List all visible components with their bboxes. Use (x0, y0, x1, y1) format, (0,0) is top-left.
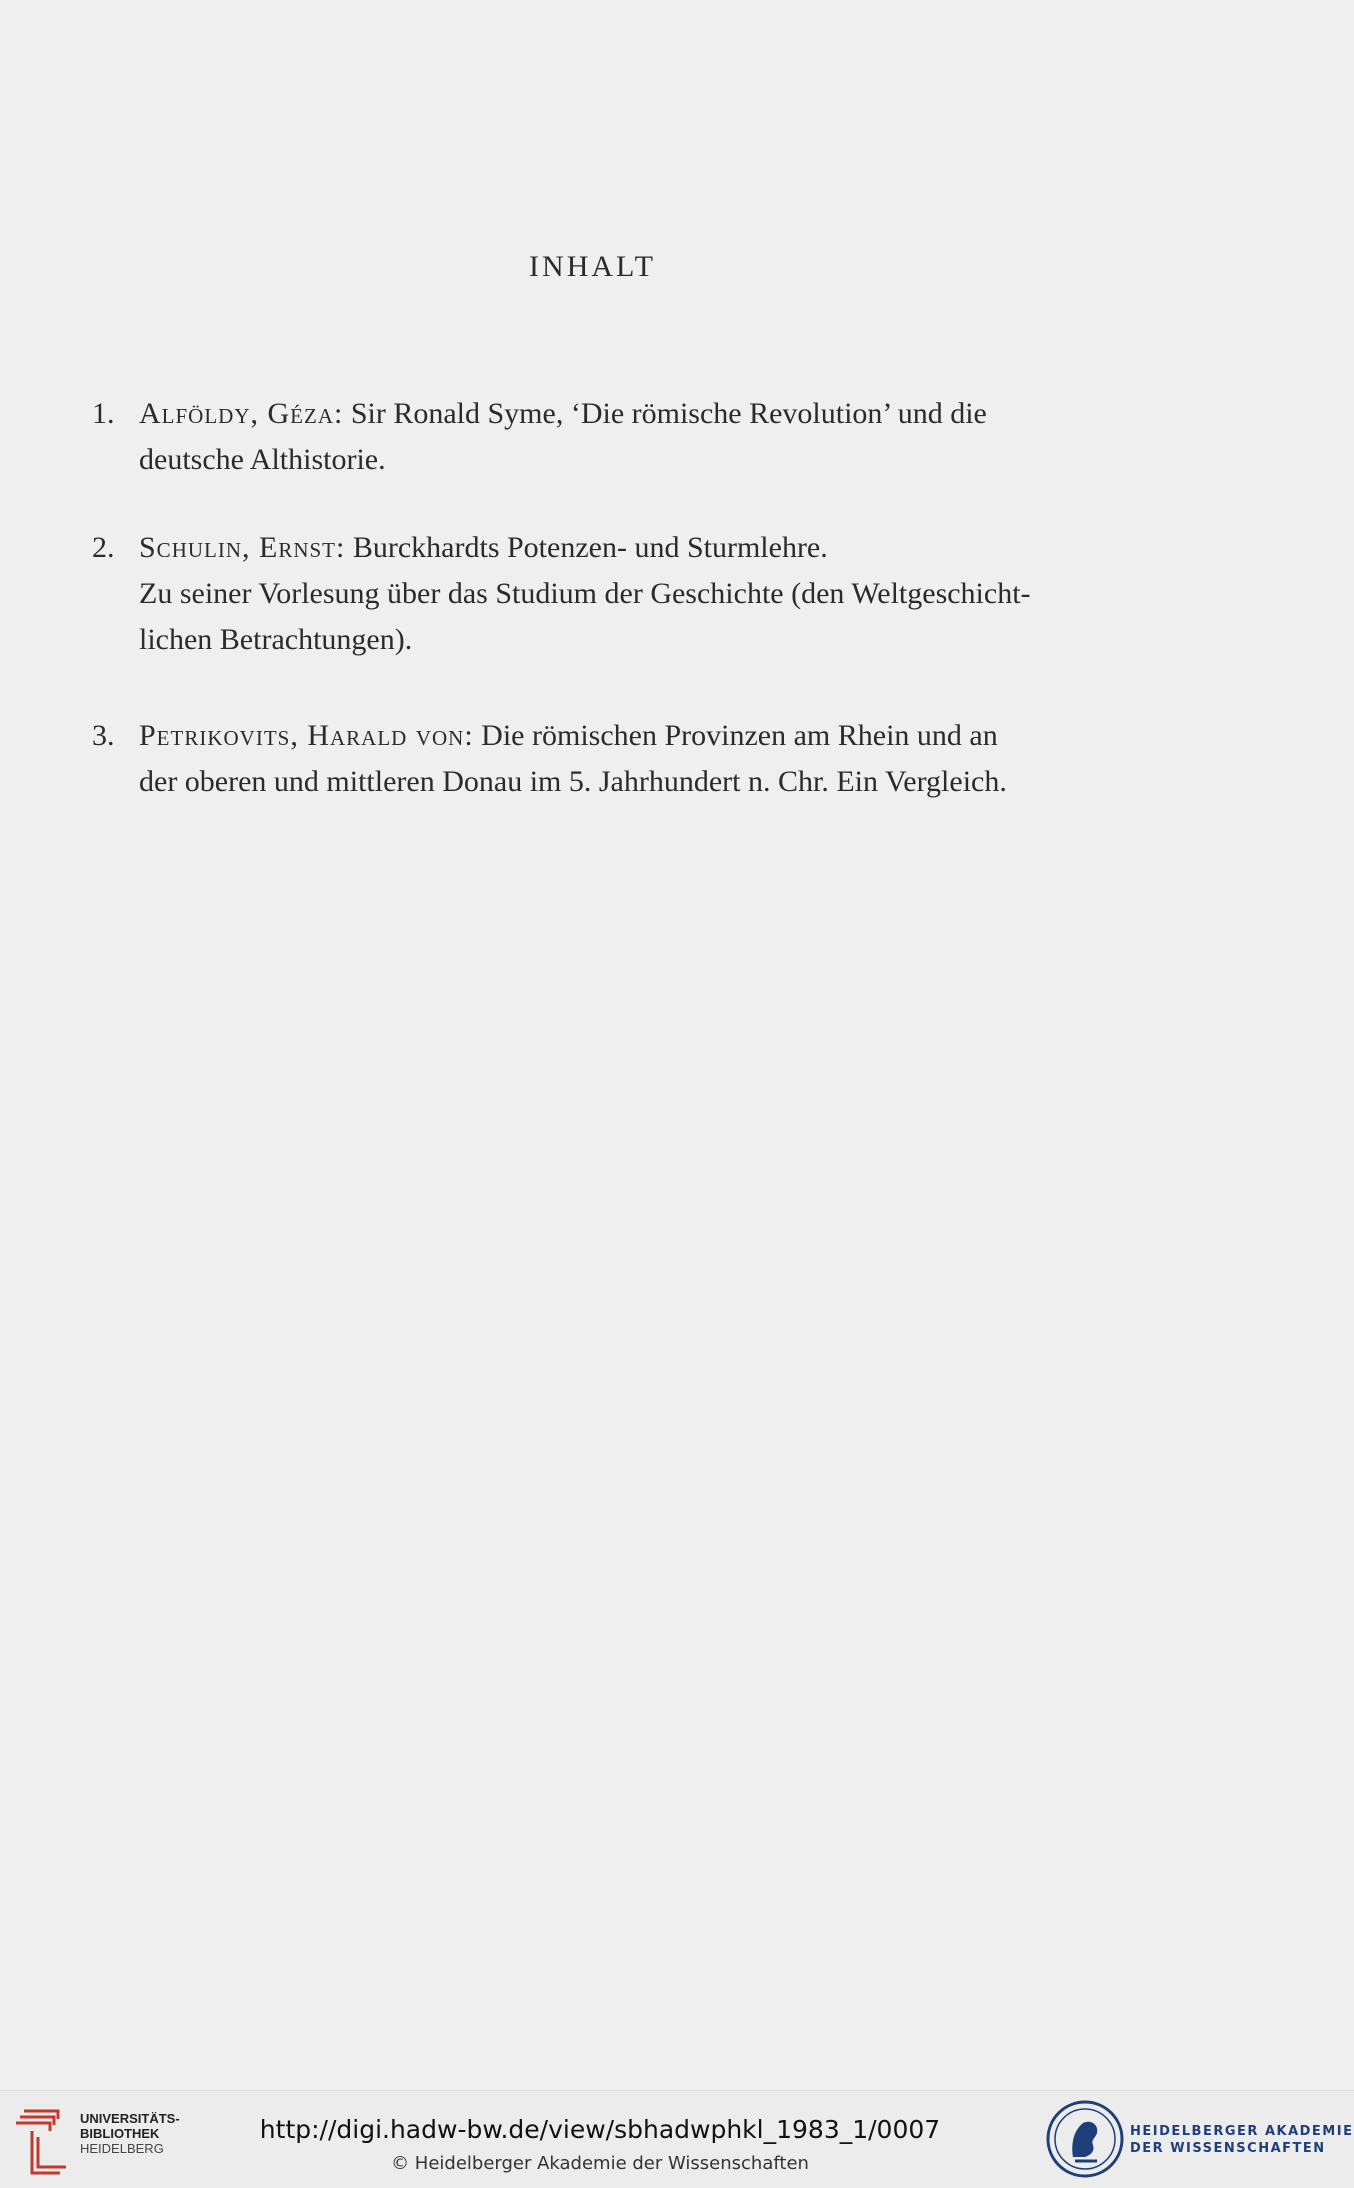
footer-bar (0, 2090, 1354, 2188)
entry-title-line: Sir Ronald Syme, ‘Die römische Revolution’ und die (350, 397, 987, 430)
entry-number: 1. (92, 397, 115, 430)
entry-number: 2. (92, 531, 115, 564)
entry-title-line: Zu seiner Vorlesung über das Studium der Geschichte (den Weltgeschicht- (139, 577, 1031, 610)
university-library-logo-icon (14, 2101, 74, 2179)
entry-title-line: Die römischen Provinzen am Rhein und an (481, 719, 998, 752)
toc-entry-1 (92, 391, 1102, 483)
entry-title-line: Burckhardts Potenzen- und Sturmlehre. (352, 531, 828, 564)
university-library-name: UNIVERSITÄTS- BIBLIOTHEK HEIDELBERG (80, 2111, 180, 2156)
page-title: INHALT (529, 250, 656, 283)
entry-number: 3. (92, 719, 115, 752)
entry-title-line: lichen Betrachtungen). (139, 623, 413, 656)
entry-author: Alföldy, Géza: (139, 397, 344, 430)
source-url-link[interactable]: http://digi.hadw-bw.de/view/sbhadwphkl_1983_1/0007 (259, 2115, 941, 2144)
copyright-notice: © Heidelberger Akademie der Wissenschaften (391, 2153, 809, 2174)
entry-author: Petrikovits, Harald von: (139, 719, 474, 752)
entry-author: Schulin, Ernst: (139, 531, 346, 564)
entry-title-line: der oberen und mittleren Donau im 5. Jahrhundert n. Chr. Ein Vergleich. (139, 765, 1007, 798)
toc-entry-3 (92, 713, 1102, 805)
toc-entry-2 (92, 525, 1102, 663)
academy-name: HEIDELBERGER AKADEMIE DER WISSENSCHAFTEN (1130, 2124, 1354, 2156)
entry-title-line: deutsche Althistorie. (139, 443, 386, 476)
academy-seal-icon (1045, 2099, 1125, 2179)
